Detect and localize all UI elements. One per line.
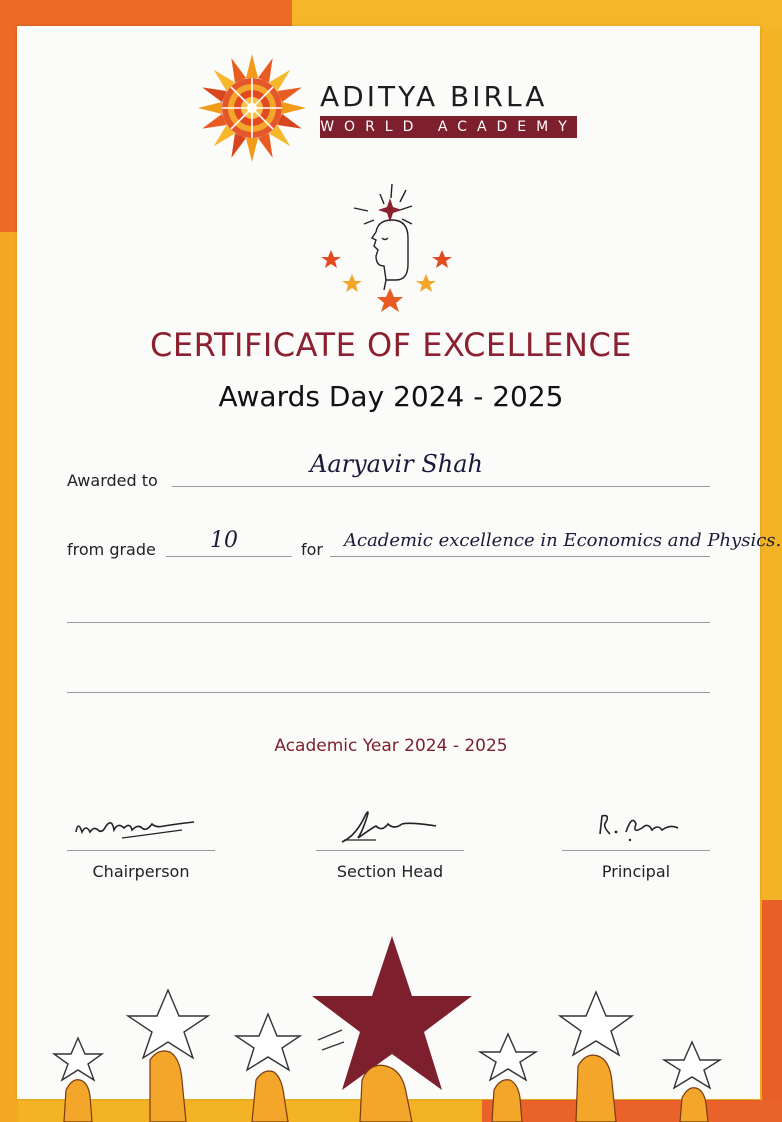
grade-value: 10 [210, 528, 238, 553]
academic-year: Academic Year 2024 - 2025 [274, 736, 508, 756]
white-star-icon [54, 1038, 102, 1080]
hand-icon [64, 1080, 92, 1122]
awarded-to-value: Aaryavir Shah [310, 450, 483, 478]
for-label: for [301, 540, 323, 559]
blank-line-2 [67, 692, 710, 693]
certificate-subtitle: Awards Day 2024 - 2025 [218, 380, 564, 413]
principal-signature-line [562, 850, 710, 851]
principal-signature-icon [592, 810, 692, 848]
head-stars-emblem-icon [316, 180, 466, 320]
hand-icon [492, 1080, 522, 1122]
hand-icon [252, 1071, 288, 1122]
white-star-icon [128, 990, 208, 1058]
academy-logo [200, 56, 600, 166]
white-star-icon [560, 992, 632, 1055]
for-line [330, 556, 710, 557]
white-star-icon [480, 1034, 536, 1080]
section-head-signature-icon [336, 806, 446, 848]
section-head-signature-line [316, 850, 464, 851]
blank-line-1 [67, 622, 710, 623]
hand-icon [576, 1055, 616, 1122]
white-star-icon [664, 1042, 720, 1088]
chairperson-signature-icon [72, 812, 202, 846]
grade-label: from grade [67, 540, 156, 559]
white-star-icon [236, 1014, 300, 1070]
sun-logo-icon [196, 52, 308, 164]
awarded-to-label: Awarded to [67, 471, 158, 490]
chairperson-signature-line [67, 850, 215, 851]
certificate-title: CERTIFICATE OF EXCELLENCE [150, 326, 632, 364]
hand-icon [680, 1088, 708, 1122]
stars-hands-decoration [0, 930, 782, 1122]
academy-subtitle: WORLD ACADEMY [320, 116, 577, 138]
awarded-to-line [172, 486, 710, 487]
grade-line [166, 556, 292, 557]
for-value: Academic excellence in Economics and Physics. [344, 530, 782, 551]
hand-icon [150, 1051, 186, 1122]
hand-icon [360, 1065, 412, 1122]
big-star-icon [312, 936, 472, 1090]
chairperson-label: Chairperson [92, 862, 190, 881]
principal-label: Principal [601, 862, 671, 881]
section-head-label: Section Head [336, 862, 444, 881]
academy-name: ADITYA BIRLA [320, 80, 548, 113]
